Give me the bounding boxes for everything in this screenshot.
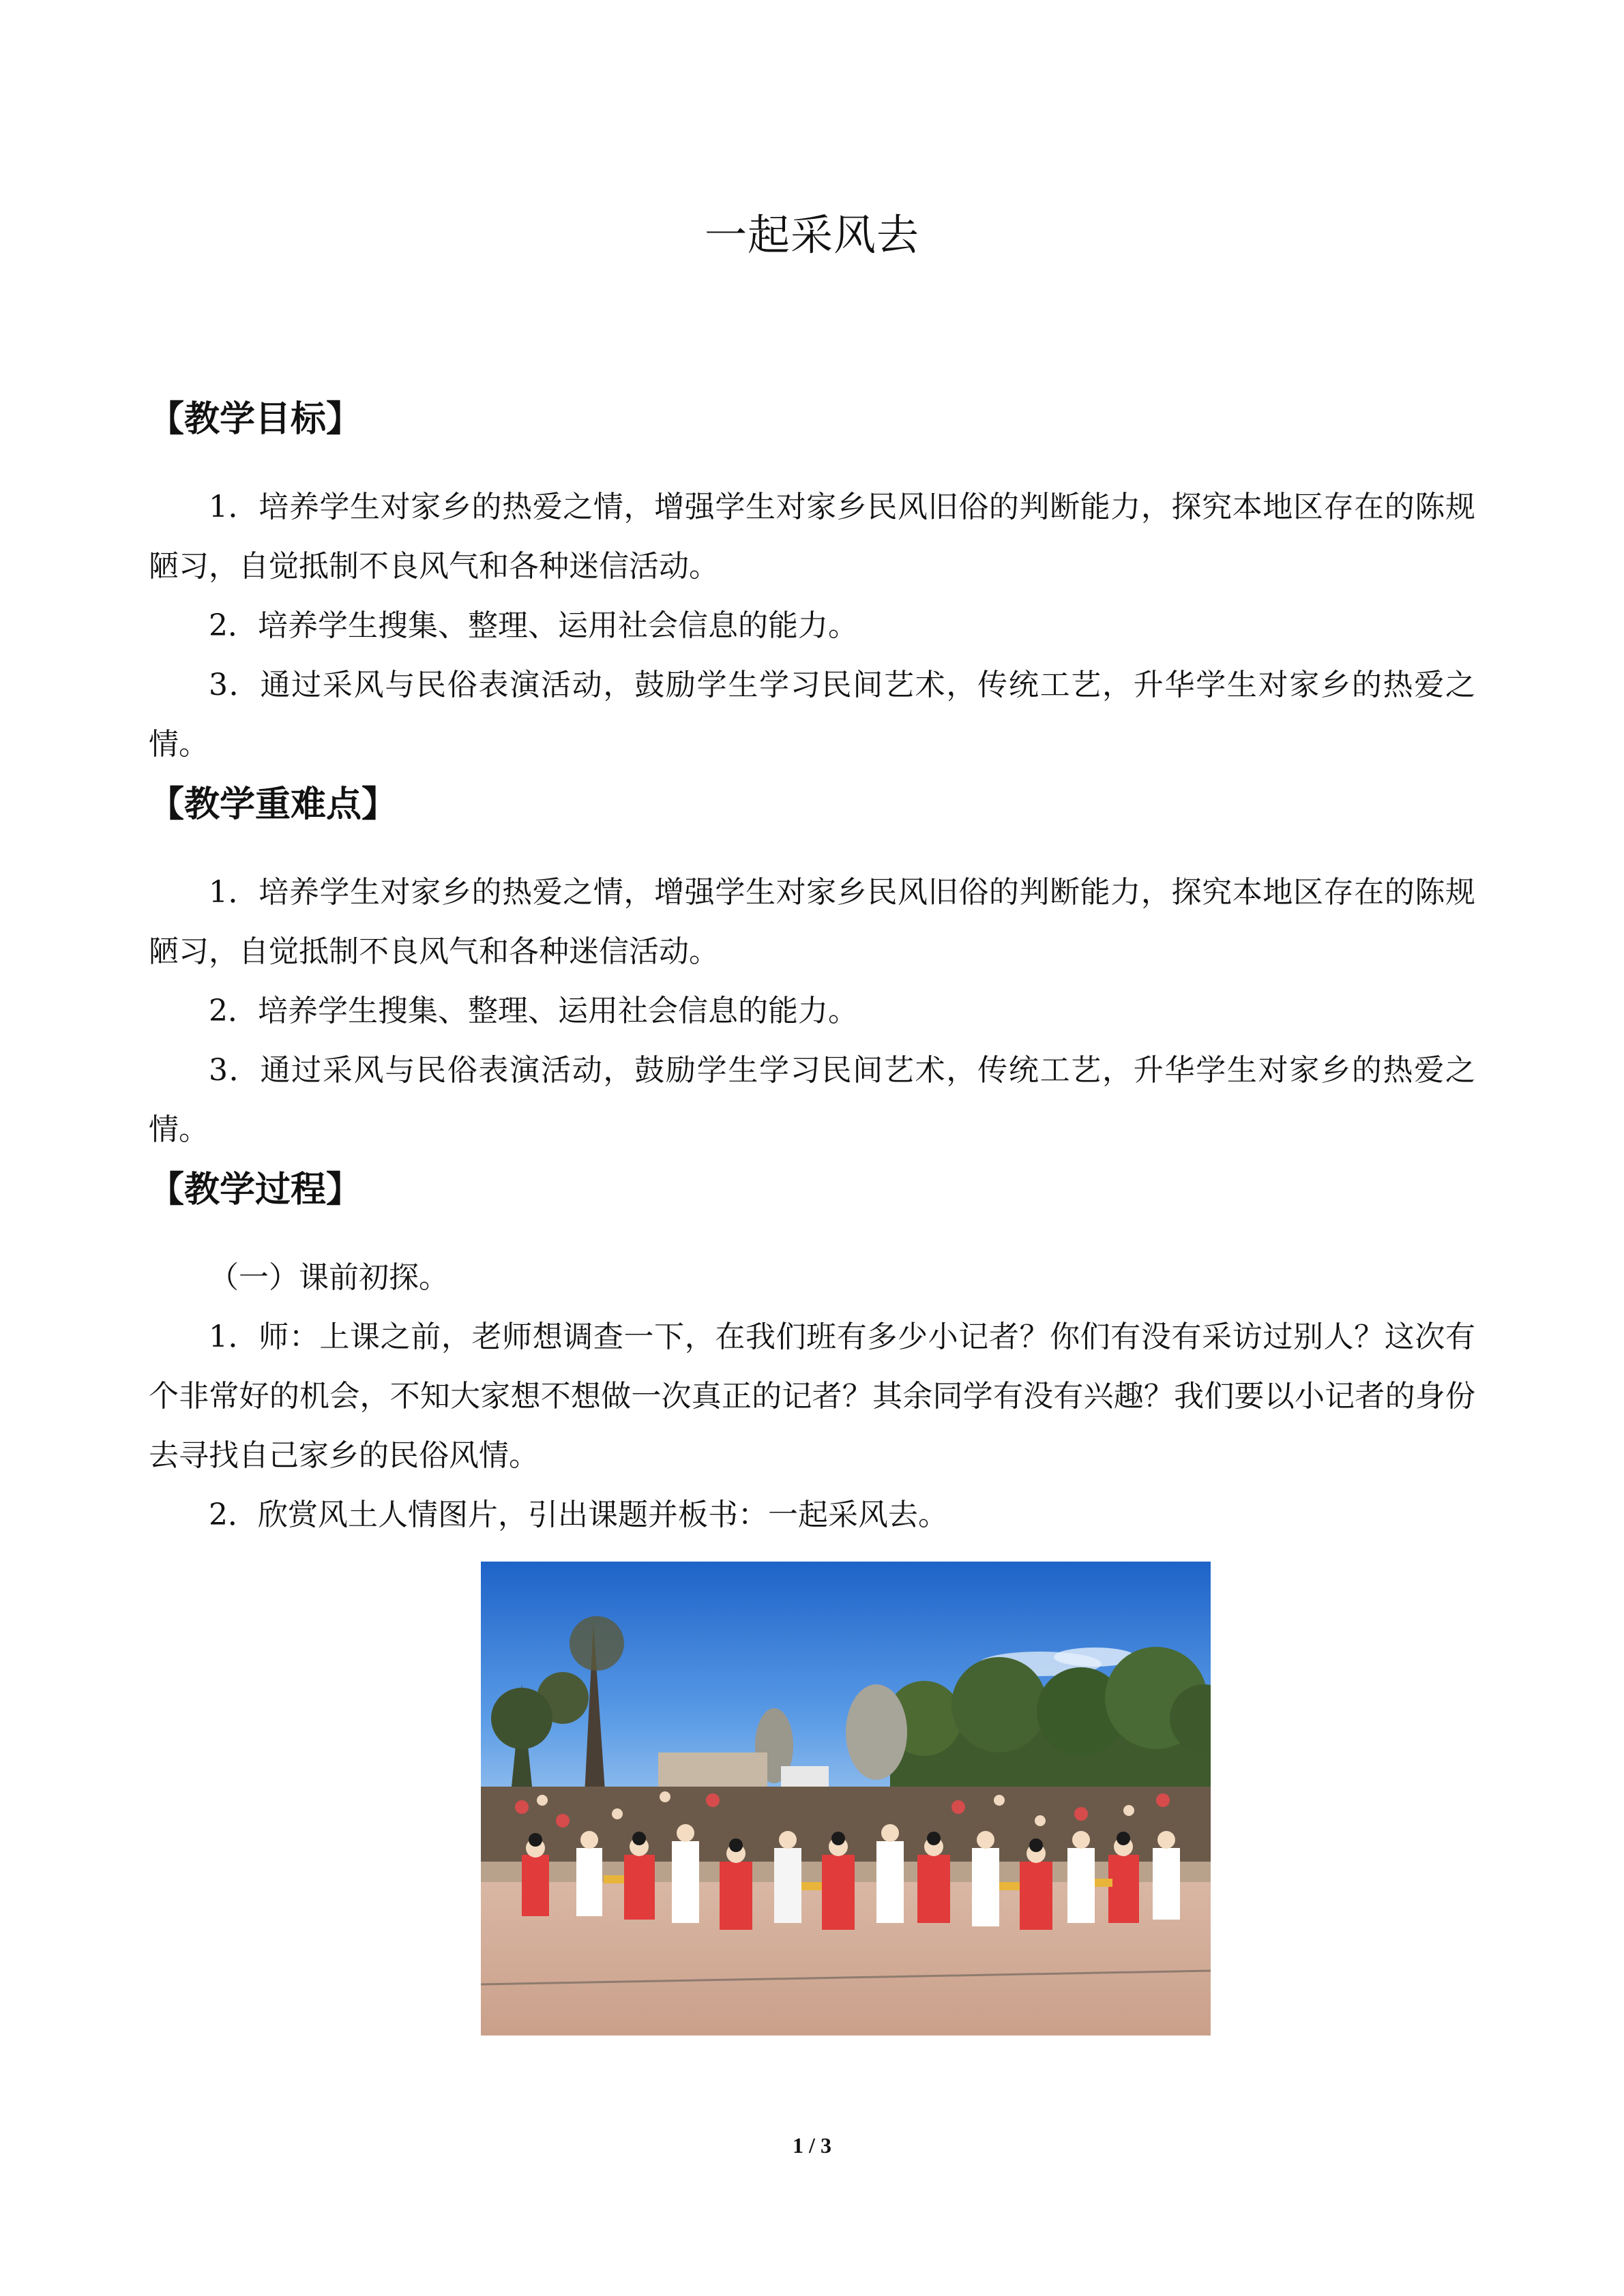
paragraph: （一）课前初探。 [209,1260,449,1295]
page-number: 1 / 3 [793,2133,831,2158]
section-heading: 【教学过程】 [149,1169,362,1210]
paragraph: 2．欣赏风土人情图片，引出课题并板书：一起采风去。 [209,1497,948,1532]
paragraph: 3．通过采风与民俗表演活动，鼓励学生学习民间艺术，传统工艺，升华学生对家乡的热爱之情。 [149,1053,1475,1147]
paragraph: 1．培养学生对家乡的热爱之情，增强学生对家乡民风旧俗的判断能力，探究本地区存在的陈规陋习，自觉抵制不良风气和各种迷信活动。 [149,875,1475,969]
folk-dance-photo [481,1562,1211,2036]
document-body [149,396,1475,1545]
section-teaching-goals [149,396,1475,774]
paragraph: 3．通过采风与民俗表演活动，鼓励学生学习民间艺术，传统工艺，升华学生对家乡的热爱之情。 [149,668,1475,762]
paragraph: 1．师：上课之前，老师想调查一下，在我们班有多少小记者？你们有没有采访过别人？这次有个非常好的机会，不知大家想不想做一次真正的记者？其余同学有没有兴趣？我们要以小记者的身份去寻找自己家乡的民俗风情。 [149,1320,1475,1473]
section-key-difficulties [149,781,1475,1159]
document-title: 一起采风去 [704,210,919,260]
section-heading: 【教学目标】 [149,399,362,440]
paragraph: 2．培养学生搜集、整理、运用社会信息的能力。 [209,994,858,1028]
paragraph: 2．培养学生搜集、整理、运用社会信息的能力。 [209,608,858,643]
paragraph: 1．培养学生对家乡的热爱之情，增强学生对家乡民风旧俗的判断能力，探究本地区存在的陈规陋习，自觉抵制不良风气和各种迷信活动。 [149,490,1475,584]
section-teaching-process [149,1166,1475,1545]
section-heading: 【教学重难点】 [149,784,398,825]
